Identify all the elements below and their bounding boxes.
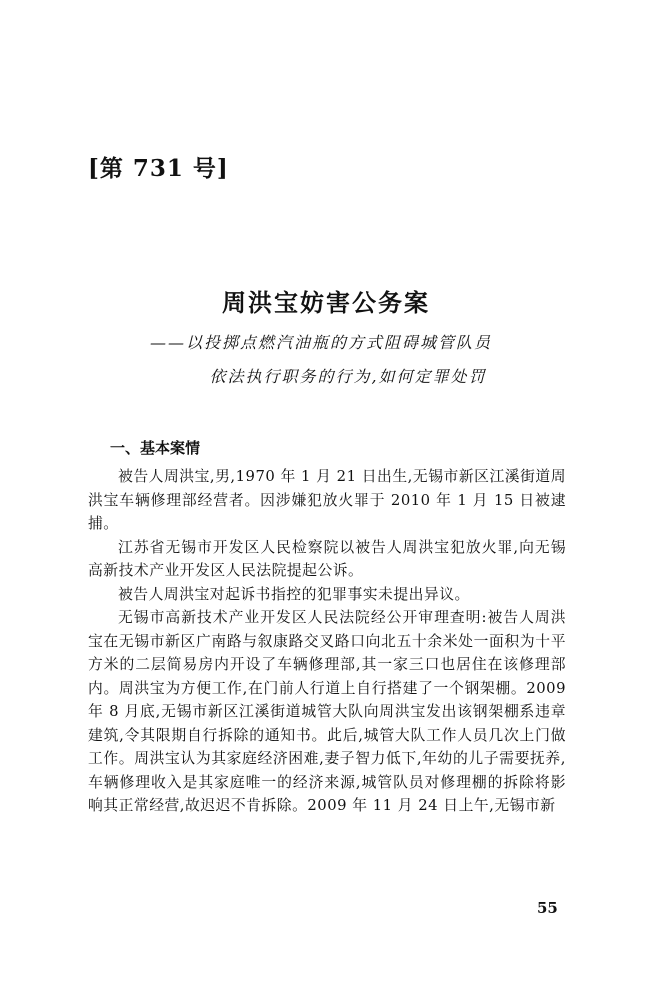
case-number: [第 731 号] bbox=[88, 155, 229, 182]
paragraph: 被告人周洪宝,男,1970 年 1 月 21 日出生,无锡市新区江溪街道周洪宝车辆修理部经营者。因涉嫌犯放火罪于 2010 年 1 月 15 日被逮捕。 bbox=[88, 468, 566, 532]
title-block bbox=[0, 283, 652, 394]
subtitle-line-1: ——以投掷点燃汽油瓶的方式阻碍城管队员 bbox=[149, 333, 492, 352]
paragraph: 无锡市高新技术产业开发区人民法院经公开审理查明:被告人周洪宝在无锡市新区广南路与叙康路交叉路口向北五十余米处一面积为十平方米的二层简易房内开设了车辆修理部,其一家三口也居住在该修理部内。周洪宝为方便工作,在门前人行道上自行搭建了一个钢架棚。2009 年 8 月底,无锡市新区江溪街道城管大队向周洪宝发出该钢架棚系违章建筑,令其限期自行拆除的通知书。此后,城管大队工作人员几次上门做工作。周洪宝认为其家庭经济困难,妻子智力低下,年幼的儿子需要抚养,车辆修理收入是其家庭唯一的经济来源,城管队员对修理棚的拆除将影响其正常经营,故迟迟不肯拆除。2009 年 11 月 24 日上午,无锡市新 bbox=[88, 609, 566, 814]
subtitle-line-2: 依法执行职务的行为,如何定罪处罚 bbox=[209, 367, 487, 386]
page-number: 55 bbox=[537, 899, 558, 917]
section-heading: 一、基本案情 bbox=[110, 439, 201, 457]
paragraph: 被告人周洪宝对起诉书指控的犯罪事实未提出异议。 bbox=[118, 585, 470, 603]
paragraph: 江苏省无锡市开发区人民检察院以被告人周洪宝犯放火罪,向无锡高新技术产业开发区人民法院提起公诉。 bbox=[88, 538, 566, 579]
case-title: 周洪宝妨害公务案 bbox=[222, 289, 430, 317]
body-text bbox=[88, 437, 566, 818]
